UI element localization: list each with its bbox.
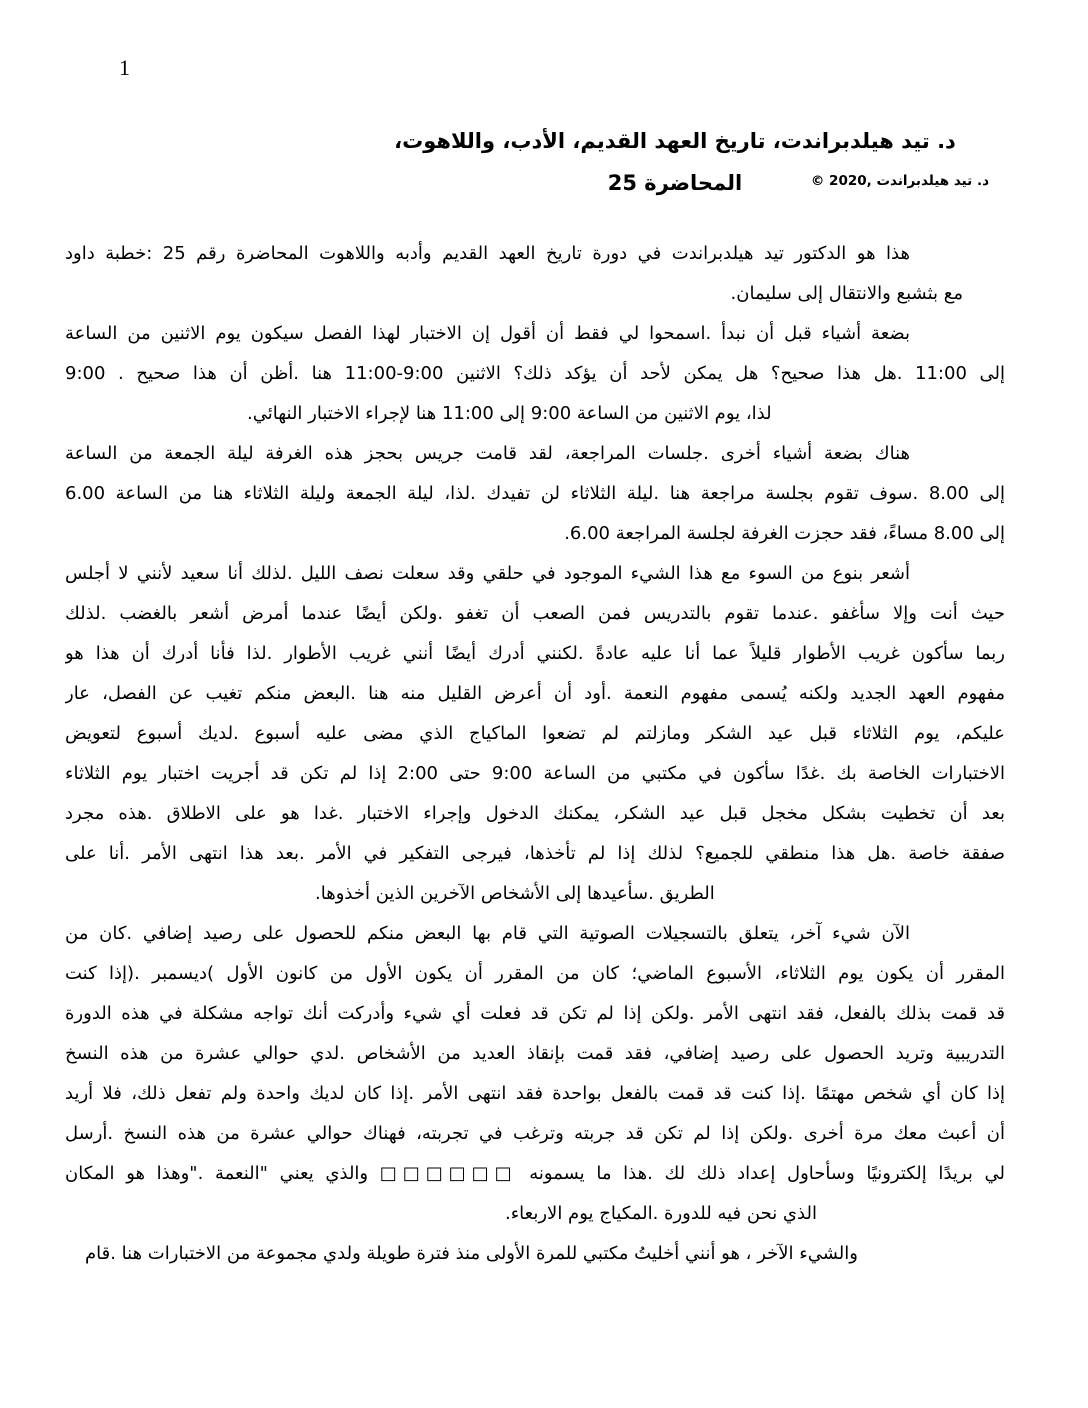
paragraph bbox=[65, 434, 1005, 554]
text-line: أشعر بنوع من السوء مع هذا الشيء الموجود في حلقي وقد سعلت نصف الليل .لذلك أنا سعيد لأنني لا أجلس bbox=[65, 563, 910, 584]
document-body bbox=[65, 234, 1005, 1274]
document-title: د. تيد هيلدبراندت، تاريخ العهد القديم، الأدب، واللاهوت، المحاضرة 25 bbox=[394, 129, 956, 195]
text-line: لذا، يوم الاثنين من الساعة 9:00 إلى 11:00 هنا لإجراء الاختبار النهائي. bbox=[247, 403, 772, 424]
text-line: حيث أنت وإلا سأغفو .عندما تقوم بالتدريس فمن الصعب أن تغفو .ولكن أيضًا عندما أمرض أشعر بالغضب .لذلك bbox=[65, 603, 1005, 624]
text-line: بضعة أشياء قبل أن نبدأ .اسمحوا لي فقط أن أقول إن الاختبار لهذا الفصل سيكون يوم الاثنين من الساعة bbox=[65, 323, 910, 344]
paragraph bbox=[65, 234, 1005, 314]
text-line: إذا كان أي شخص مهتمًا .إذا كنت قد قمت بالفعل بواحدة فقد انتهى الأمر .إذا كان لديك واحدة ولم تفعل ذلك، فلا أريد bbox=[65, 1083, 1005, 1104]
text-line: هذا هو الدكتور تيد هيلدبراندت في دورة تاريخ العهد القديم وأدبه واللاهوت المحاضرة رقم 25 :خطبة داود bbox=[65, 243, 910, 264]
text-line: التدريبية وتريد الحصول على رصيد إضافي، فقد قمت بإنقاذ العديد من الأشخاص .لدي حوالي عشرة من هذه النسخ bbox=[65, 1043, 1005, 1064]
text-line: إلى 8.00 .سوف تقوم بجلسة مراجعة هنا .ليلة الثلاثاء لن تفيدك .لذا، ليلة الجمعة وليلة الثلاثاء هنا من الساعة 6.00 bbox=[65, 483, 1005, 504]
text-line: المقرر أن يكون يوم الثلاثاء، الأسبوع الماضي؛ كان من المقرر أن يكون الأول من كانون الأول )ديسمبر .(إذا كنت bbox=[65, 963, 1005, 984]
text-line: الاختبارات الخاصة بك .غدًا سأكون في مكتبي من الساعة 9:00 حتى 2:00 إذا لم تكن قد أجريت اختبار يوم الثلاثاء bbox=[65, 763, 1005, 784]
paragraph bbox=[65, 314, 1005, 434]
text-line: لي بريدًا إلكترونيًا وسأحاول إعداد ذلك لك .هذا ما يسمونه □□□□□□ والذي يعني "النعمة ."وهذا هو المكان bbox=[65, 1163, 1005, 1184]
text-line: بعد أن تخطيت بشكل مخجل قبل عيد الشكر، يمكنك الدخول وإجراء الاختبار .غدا هو على الاطلاق .هذه مجرد bbox=[65, 803, 1005, 824]
text-line: الآن شيء آخر، يتعلق بالتسجيلات الصوتية التي قام بها البعض منكم للحصول على رصيد إضافي .كان من bbox=[65, 923, 910, 944]
text-line: الذي نحن فيه للدورة .المكياج يوم الاربعاء. bbox=[505, 1203, 817, 1224]
paragraph bbox=[65, 914, 1005, 1234]
text-line: قد قمت بذلك بالفعل، فقد انتهى الأمر .ولكن إذا لم تكن قد فعلت أي شيء وأدركت أنك تواجه مشكلة في هذه الدورة bbox=[65, 1003, 1005, 1024]
text-line: والشيء الآخر ، هو أنني أخليتُ مكتبي للمرة الأولى منذ فترة طويلة ولدي مجموعة من الاختبارات هنا .قام bbox=[85, 1243, 858, 1264]
text-line: الطريق .سأعيدها إلى الأشخاص الآخرين الذين أخذوها. bbox=[315, 883, 715, 904]
text-line: إلى 8.00 مساءً، فقد حجزت الغرفة لجلسة المراجعة 6.00. bbox=[564, 523, 1005, 544]
text-line: أن أعبث معك مرة أخرى .ولكن إذا لم تكن قد جربته وترغب في تجربته، فهناك حوالي عشرة من هذه النسخ .أرسل bbox=[65, 1123, 1005, 1144]
text-line: إلى 11:00 .هل هذا صحيح؟ هل يمكن لأحد أن يؤكد ذلك؟ الاثنين 9:00-11:00 هنا .أظن أن هذا صحيح . 9:00 bbox=[65, 363, 1005, 384]
page-number: 1 bbox=[119, 55, 130, 80]
text-line: عليكم، يوم الثلاثاء قبل عيد الشكر ومازلتم لم تضعوا الماكياج الذي مضى عليه أسبوع .لديك أسبوع لتعويض bbox=[65, 723, 1005, 744]
paragraph bbox=[65, 1234, 1005, 1274]
text-line: هناك بضعة أشياء أخرى .جلسات المراجعة، لقد قامت جريس بحجز هذه الغرفة ليلة الجمعة من الساعة bbox=[65, 443, 910, 464]
text-line: مع بثشبع والانتقال إلى سليمان. bbox=[730, 283, 963, 304]
paragraph bbox=[65, 554, 1005, 914]
text-line: صفقة خاصة .هل هذا منطقي للجميع؟ لذلك إذا لم تأخذها، فيرجى التفكير في الأمر .بعد هذا انتهى الأمر .أنا على bbox=[65, 843, 1005, 864]
text-line: مفهوم العهد الجديد ولكنه يُسمى مفهوم النعمة .أود أن أعرض القليل منه هنا .البعض منكم تغيب عن الفصل، عار bbox=[65, 683, 1005, 704]
text-line: ربما سأكون غريب الأطوار قليلاً عما أنا عليه عادةً .لكنني أدرك أيضًا أنني غريب الأطوار .لذا فأنا أدرك أن هذا هو bbox=[65, 643, 1005, 664]
copyright-line: د. تيد هيلدبراندت ,2020 © bbox=[810, 173, 989, 189]
